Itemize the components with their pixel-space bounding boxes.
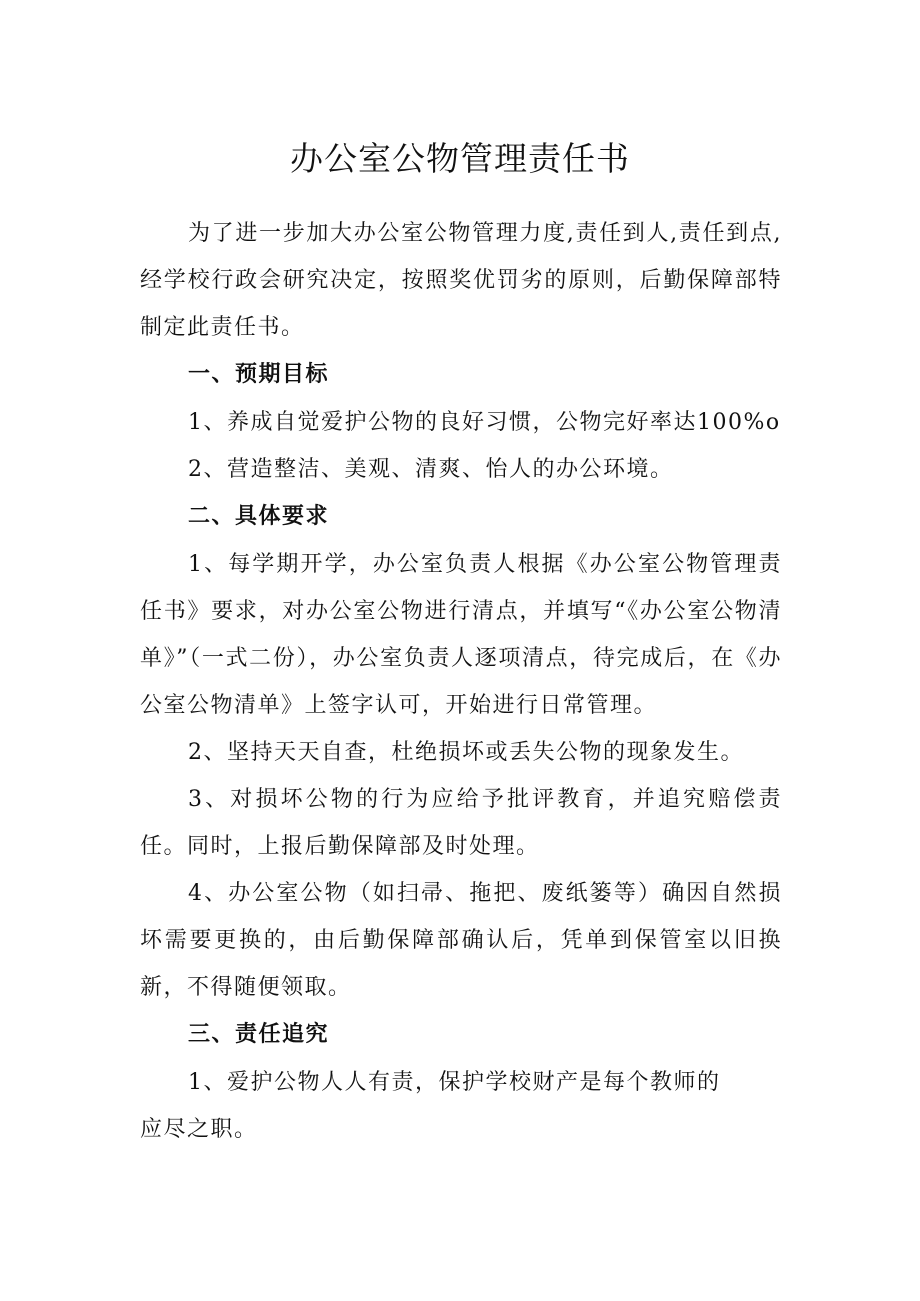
document-title: 办公室公物管理责任书: [290, 139, 630, 178]
requirement-item-3: 3、对损坏公物的行为应给予批评教育，并追究赔偿责任。同时，上报后勤保障部及时处理。: [140, 787, 782, 859]
requirement-item-2: 2、坚持天天自查，杜绝损坏或丢失公物的现象发生。: [188, 740, 744, 765]
requirement-item-4: 4、办公室公物（如扫帚、拖把、废纸篓等）确因自然损坏需要更换的，由后勤保障部确认后，凭单到保管室以旧换新，不得随便领取。: [140, 881, 782, 1000]
document-body: [140, 210, 782, 1153]
goal-item-1: 1、养成自觉爱护公物的良好习惯，公物完好率达100%o: [188, 410, 781, 435]
section-heading-accountability: 三、责任追究: [188, 1022, 330, 1047]
intro-paragraph: 为了进一步加大办公室公物管理力度,责任到人,责任到点,经学校行政会研究决定，按照奖优罚劣的原则，后勤保障部特制定此责任书。: [140, 221, 782, 340]
section-heading-requirements: 二、具体要求: [188, 504, 330, 529]
requirement-item-1: 1、每学期开学，办公室负责人根据《办公室公物管理责任书》要求，对办公室公物进行清点，并填写“《办公室公物清单》”（一式二份），办公室负责人逐项清点，待完成后，在《办公室公物清单》上签字认可，开始进行日常管理。: [140, 552, 782, 718]
accountability-item-1: 1、爱护公物人人有责，保护学校财产是每个教师的应尽之职。: [140, 1070, 721, 1142]
section-heading-goals: 一、预期目标: [188, 362, 330, 387]
goal-item-2: 2、营造整洁、美观、清爽、怡人的办公环境。: [188, 457, 674, 482]
